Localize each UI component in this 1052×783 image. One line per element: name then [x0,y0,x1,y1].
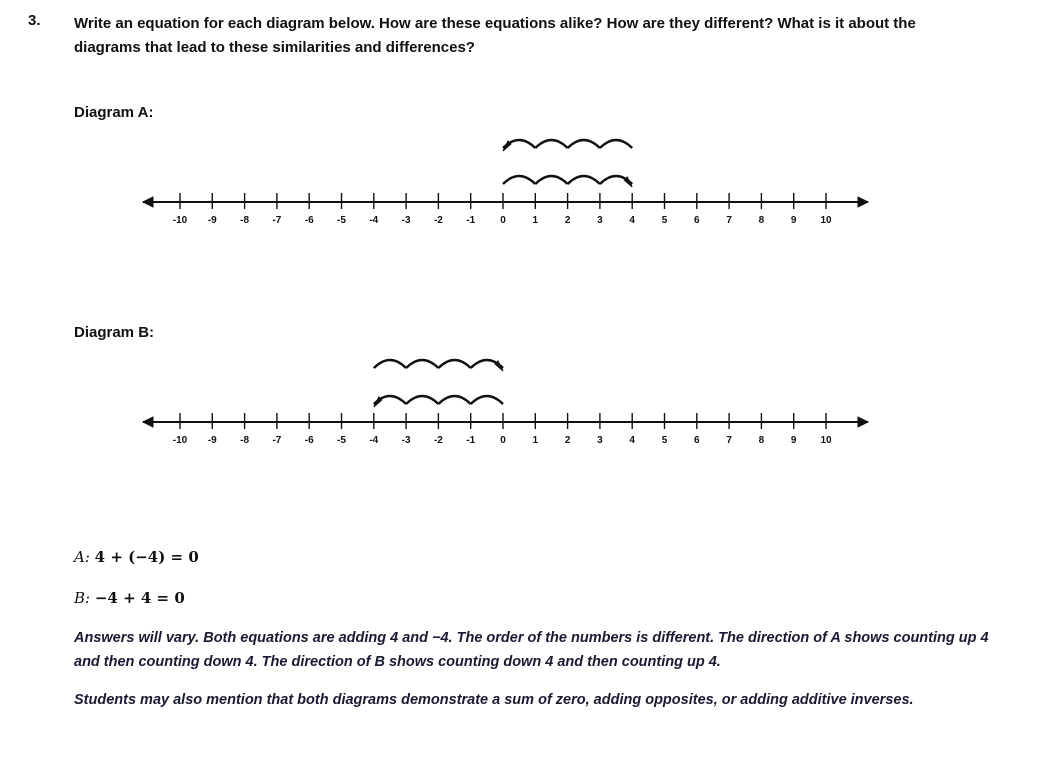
question-number: 3. [28,12,41,29]
line-b-lower-arc [406,396,438,404]
line-a-tick-label: 6 [694,215,700,226]
answer-b-prefix: B: [74,589,91,607]
line-b-upper-arc [374,360,406,368]
line-a-tick-label: -10 [172,215,188,226]
line-a-tick-label: -2 [433,215,443,226]
answer-b [74,589,185,607]
line-a-tick-label: -8 [240,215,250,226]
line-b-tick-label: 0 [500,435,506,446]
line-a-lower-arc [503,176,535,184]
answer-a-prefix: A: [74,548,90,566]
line-b-upper-arc [406,360,438,368]
line-a-tick-label: -3 [401,215,411,226]
line-a-lower-arc [535,176,567,184]
line-a-tick-label: 0 [500,215,506,226]
line-a-tick-label: 9 [790,215,797,226]
answer-a [74,548,199,566]
line-a-tick-label: 3 [597,215,603,226]
line-b-tick-label: 4 [629,435,635,446]
line-b-tick-label: 3 [597,435,603,446]
line-b-tick-label: -5 [337,435,346,446]
line-a-tick-label: 1 [532,215,539,226]
question-text: Write an equation for each diagram below. How are these equations alike? How are they different? What is it about the diagrams that lead to these similarities and differences? [74,15,916,56]
line-a-left-arrow-icon [143,197,153,207]
line-a-tick-label: -6 [304,215,314,226]
line-b-tick-label: 9 [790,435,797,446]
line-b-tick-label: -9 [207,435,217,446]
line-b-tick-label: -7 [272,435,282,446]
line-a-tick-label: 8 [758,215,765,226]
line-a-tick-label: 4 [629,215,635,226]
number-line-a [0,120,1052,250]
line-b-upper-arc [438,360,470,368]
line-a-tick-label: -1 [466,215,476,226]
line-a-tick-label: -4 [369,215,379,226]
line-a-lower-arc [568,176,600,184]
line-a-tick-label: 5 [661,215,668,226]
diagram-a-label: Diagram A: [74,104,154,121]
line-b-tick-label: 10 [820,435,832,446]
line-b-tick-label: -2 [433,435,443,446]
line-b-right-arrow-icon [858,417,868,427]
line-b-lower-arc [438,396,470,404]
line-b-tick-label: -8 [240,435,250,446]
answer-explanation: Answers will vary. Both equations are adding 4 and −4. The order of the numbers is different. The direction of A shows counting up 4 and then counting down 4. The direction of B shows counting down 4 and then counting up 4. [74,630,989,670]
line-a-upper-arc [568,140,600,148]
diagram-b-label: Diagram B: [74,324,155,341]
line-a-tick-label: 10 [820,215,832,226]
line-b-tick-label: -4 [369,435,379,446]
line-a-upper-arc [600,140,632,148]
line-a-tick-label: -5 [337,215,346,226]
number-line-b [0,340,1052,470]
line-b-tick-label: 6 [694,435,700,446]
line-b-tick-label: 2 [564,435,571,446]
line-a-upper-arc [535,140,567,148]
line-a-tick-label: -9 [207,215,217,226]
answer-b-equation: −4 + 4 = 0 [94,589,185,607]
line-b-tick-label: -10 [172,435,188,446]
line-a-tick-label: -7 [272,215,282,226]
line-b-lower-arc [471,396,503,404]
line-b-tick-label: -1 [466,435,476,446]
line-b-tick-label: 8 [758,435,765,446]
line-b-tick-label: 1 [532,435,539,446]
line-b-tick-label: 7 [726,435,732,446]
line-a-right-arrow-icon [858,197,868,207]
line-b-left-arrow-icon [143,417,153,427]
line-a-tick-label: 7 [726,215,732,226]
line-b-tick-label: 5 [661,435,668,446]
line-a-tick-label: 2 [564,215,571,226]
line-b-tick-label: -3 [401,435,411,446]
answer-extra: Students may also mention that both diagrams demonstrate a sum of zero, adding opposites, or adding additive inverses. [74,692,914,708]
answer-a-equation: 4 + (−4) = 0 [94,548,199,566]
line-b-tick-label: -6 [304,435,314,446]
